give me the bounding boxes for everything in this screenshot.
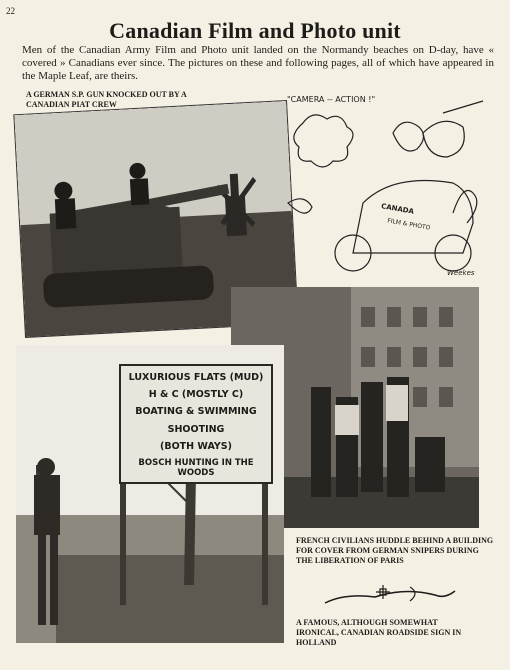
caption-paris: FRENCH CIVILIANS HUDDLE BEHIND A BUILDING FOR COVER FROM GERMAN SNIPERS DURING THE LIBERATION OF PARIS (296, 536, 494, 565)
intro-paragraph: Men of the Canadian Army Film and Photo unit landed on the Normandy beaches on D-day, have « covered » Canadians ever since. The pictures on these and following pages, all of which have appeared in the Maple Leaf, are theirs. (22, 44, 494, 82)
sign-line-3: BOATING & SWIMMING (135, 406, 257, 418)
cartoon-drawing (283, 93, 489, 283)
cartoon-speech: "CAMERA -- ACTION !" (287, 95, 376, 104)
cartoon-car-label-1: CANADA (380, 202, 415, 216)
cartoon-car-label-2: FILM & PHOTO (386, 217, 431, 232)
caption-tank: A GERMAN S.P. GUN KNOCKED OUT BY A CANADIAN PIAT CREW (26, 90, 187, 109)
sign-line-4: SHOOTING (167, 423, 225, 435)
sign-line-2: H & C (MOSTLY C) (148, 389, 244, 401)
road-sign (120, 369, 272, 481)
doodle-crashed-plane (320, 583, 460, 613)
caption-holland: A FAMOUS, ALTHOUGH SOMEWHAT IRONICAL, CANADIAN ROADSIDE SIGN IN HOLLAND (296, 618, 462, 647)
photo-holland-sign (16, 345, 284, 643)
cartoon-signature: Weekes (447, 269, 475, 277)
page-number: 22 (6, 6, 15, 16)
cartoon-camera-action (283, 93, 489, 283)
sign-line-5: (BOTH WAYS) (160, 440, 232, 452)
page-title: Canadian Film and Photo unit (109, 18, 401, 43)
sign-line-1: LUXURIOUS FLATS (MUD) (128, 372, 264, 384)
sign-line-6: BOSCH HUNTING IN THE WOODS (138, 457, 254, 478)
